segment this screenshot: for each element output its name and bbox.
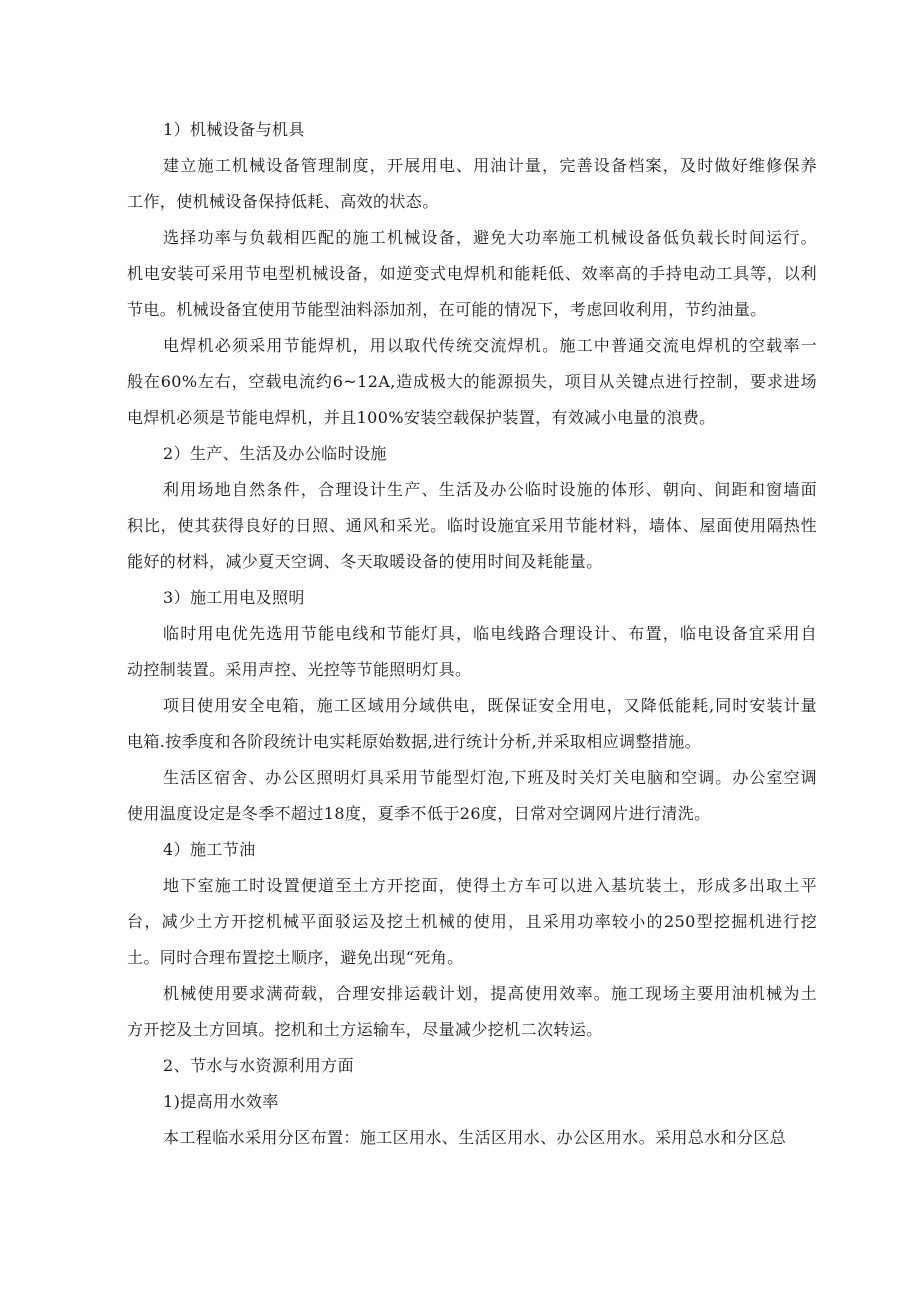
- paragraph-line: 能好的材料，减少夏天空调、冬天取暖设备的使用时间及耗能量。: [127, 552, 603, 571]
- paragraph-line: 动控制装置。采用声控、光控等节能照明灯具。: [127, 660, 472, 679]
- section-heading: 4）施工节油: [163, 840, 256, 859]
- section-heading: 2、节水与水资源利用方面: [163, 1056, 354, 1075]
- paragraph: [127, 472, 817, 580]
- paragraph: [127, 760, 817, 832]
- section-heading: 1）机械设备与机具: [163, 120, 305, 139]
- section-heading: 2）生产、生活及办公临时设施: [163, 444, 387, 463]
- paragraph: [127, 868, 817, 976]
- paragraph-line: 土。同时合理布置挖土顺序，避免出现“死角。: [127, 948, 464, 967]
- paragraph: [127, 148, 817, 220]
- paragraph-line: 机电安装可采用节电型机械设备，如逆变式电焊机和能耗低、效率高的手持电动工具等，以利: [127, 264, 817, 283]
- paragraph-line: 选择功率与负载相匹配的施工机械设备，避免大功率施工机械设备低负载长时间运行。: [163, 228, 817, 247]
- paragraph-line: 利用场地自然条件，合理设计生产、生活及办公临时设施的体形、朝向、间距和窗墙面: [163, 480, 817, 499]
- paragraph-line: 建立施工机械设备管理制度，开展用电、用油计量，完善设备档案，及时做好维修保养: [163, 156, 817, 175]
- paragraph-line: 电焊机必须采用节能焊机，用以取代传统交流焊机。施工中普通交流电焊机的空载率一: [163, 336, 817, 355]
- paragraph: [127, 1120, 817, 1156]
- paragraph: [127, 220, 817, 328]
- paragraph-line: 临时用电优先选用节能电线和节能灯具，临电线路合理设计、布置，临电设备宜采用自: [163, 624, 817, 643]
- paragraph: [127, 616, 817, 688]
- paragraph-line: 工作，使机械设备保持低耗、高效的状态。: [127, 192, 439, 211]
- paragraph-line: 电焊机必须是节能电焊机，并且100%安装空载保护装置，有效减小电量的浪费。: [127, 408, 716, 427]
- document-body: [127, 112, 817, 1156]
- paragraph-line: 方开挖及土方回填。挖机和土方运输车，尽量减少挖机二次转运。: [127, 1020, 603, 1039]
- paragraph: [127, 976, 817, 1048]
- paragraph-line: 台，减少土方开挖机械平面驳运及挖土机械的使用，且采用功率较小的250型挖掘机进行挖: [127, 912, 817, 931]
- paragraph: [127, 688, 817, 760]
- section-heading: 3）施工用电及照明: [163, 588, 305, 607]
- paragraph-line: 积比，使其获得良好的日照、通风和采光。临时设施宜采用节能材料，墙体、屋面使用隔热性: [127, 516, 817, 535]
- paragraph-line: 机械使用要求满荷载，合理安排运载计划，提高使用效率。施工现场主要用油机械为土: [163, 984, 817, 1003]
- paragraph-line: 电箱.按季度和各阶段统计电实耗原始数据,进行统计分析,并采取相应调整措施。: [127, 732, 702, 751]
- paragraph-line: 生活区宿舍、办公区照明灯具采用节能型灯泡,下班及时关灯关电脑和空调。办公室空调: [163, 768, 817, 787]
- paragraph: [127, 328, 817, 436]
- paragraph-line: 项目使用安全电箱，施工区域用分域供电，既保证安全用电，又降低能耗,同时安装计量: [163, 696, 817, 715]
- paragraph-line: 般在60%左右，空载电流约6~12A,造成极大的能源损失，项目从关键点进行控制，要求进场: [127, 372, 817, 391]
- paragraph-line: 地下室施工时设置便道至土方开挖面，使得土方车可以进入基坑装土，形成多出取土平: [163, 876, 817, 895]
- paragraph-line: 使用温度设定是冬季不超过18度，夏季不低于26度，日常对空调网片进行清洗。: [127, 804, 711, 823]
- paragraph-line: 本工程临水采用分区布置：施工区用水、生活区用水、办公区用水。采用总水和分区总: [163, 1128, 787, 1147]
- paragraph-line: 节电。机械设备宜使用节能型油料添加剂，在可能的情况下，考虑回收利用，节约油量。: [127, 300, 767, 319]
- section-heading: 1)提高用水效率: [163, 1092, 279, 1111]
